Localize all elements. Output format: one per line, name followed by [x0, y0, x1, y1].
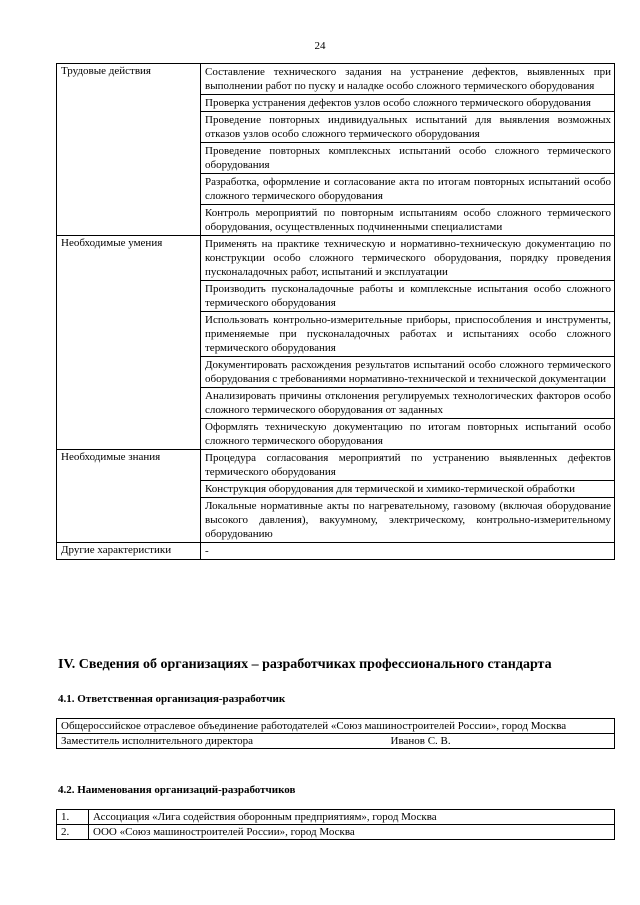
- signatory-name: Иванов С. В.: [387, 734, 615, 749]
- row-item: Анализировать причины отклонения регулируемых технологических факторов особо сложного термического оборудования от заданных: [201, 388, 615, 419]
- org-name-row: [57, 719, 615, 734]
- row-item: Локальные нормативные акты по нагревательному, газовому (включая оборудование высокого давления), вакуумному, электрическому, контрольно-измерительному оборудованию: [201, 498, 615, 543]
- developer-orgs-table: [56, 809, 615, 840]
- row-item: Разработка, оформление и согласование акта по итогам повторных испытаний особо сложного термического оборудования: [201, 174, 615, 205]
- developer-org-number: 2.: [57, 825, 89, 840]
- row-category: Необходимые знания: [57, 450, 201, 543]
- row-category: Другие характеристики: [57, 543, 201, 560]
- developer-org-name: ООО «Союз машиностроителей России», город Москва: [89, 825, 615, 840]
- developer-org-row: [57, 825, 615, 840]
- responsible-org-heading: 4.1. Ответственная организация-разработчик: [58, 693, 286, 705]
- row-item: Проведение повторных комплексных испытаний особо сложного термического оборудования: [201, 143, 615, 174]
- row-item: Оформлять техническую документацию по итогам повторных испытаний особо сложного термического оборудования: [201, 419, 615, 450]
- row-item: Составление технического задания на устранение дефектов, выявленных при выполнении работ по пуску и наладке особо сложного термического оборудования: [201, 64, 615, 95]
- developer-org-name: Ассоциация «Лига содействия оборонным предприятиям», город Москва: [89, 810, 615, 825]
- row-item: Проверка устранения дефектов узлов особо сложного термического оборудования: [201, 95, 615, 112]
- table-row: [57, 450, 615, 481]
- row-item: Конструкция оборудования для термической и химико-термической обработки: [201, 481, 615, 498]
- org-name: Общероссийское отраслевое объединение работодателей «Союз машиностроителей России», город Москва: [57, 719, 615, 734]
- signatory-position: Заместитель исполнительного директора: [57, 734, 387, 749]
- row-item: Процедура согласования мероприятий по устранению выявленных дефектов термического оборудования: [201, 450, 615, 481]
- developer-orgs-heading: 4.2. Наименования организаций-разработчиков: [58, 784, 296, 796]
- developer-org-row: [57, 810, 615, 825]
- row-item: Документировать расхождения результатов испытаний особо сложного термического оборудования с требованиями нормативно-технической и технической документации: [201, 357, 615, 388]
- row-item: Применять на практике техническую и нормативно-техническую документацию по конструкции особо сложного термического оборудования, порядку проведения пусконаладочных работ, испытаний и эксплуатации: [201, 236, 615, 281]
- row-item: Проведение повторных индивидуальных испытаний для выявления возможных отказов узлов особо сложного термического оборудования: [201, 112, 615, 143]
- row-item: Использовать контрольно-измерительные приборы, приспособления и инструменты, применяемые при пусконаладочных работах и испытаниях особо сложного термического оборудования: [201, 312, 615, 357]
- row-item: Контроль мероприятий по повторным испытаниям особо сложного термического оборудования, осуществленных подчиненными специалистами: [201, 205, 615, 236]
- section-title: IV. Сведения об организациях – разработчиках профессионального стандарта: [58, 657, 552, 672]
- org-signatory-row: [57, 734, 615, 749]
- table-row: [57, 236, 615, 281]
- row-item: Производить пусконаладочные работы и комплексные испытания особо сложного термического оборудования: [201, 281, 615, 312]
- developer-org-number: 1.: [57, 810, 89, 825]
- row-category: Необходимые умения: [57, 236, 201, 450]
- table-row: [57, 64, 615, 95]
- table-row: [57, 543, 615, 560]
- page-number: 24: [314, 40, 326, 52]
- responsible-org-table: [56, 718, 615, 749]
- row-category: Трудовые действия: [57, 64, 201, 236]
- row-item: -: [201, 543, 615, 560]
- labor-functions-table: [56, 63, 615, 560]
